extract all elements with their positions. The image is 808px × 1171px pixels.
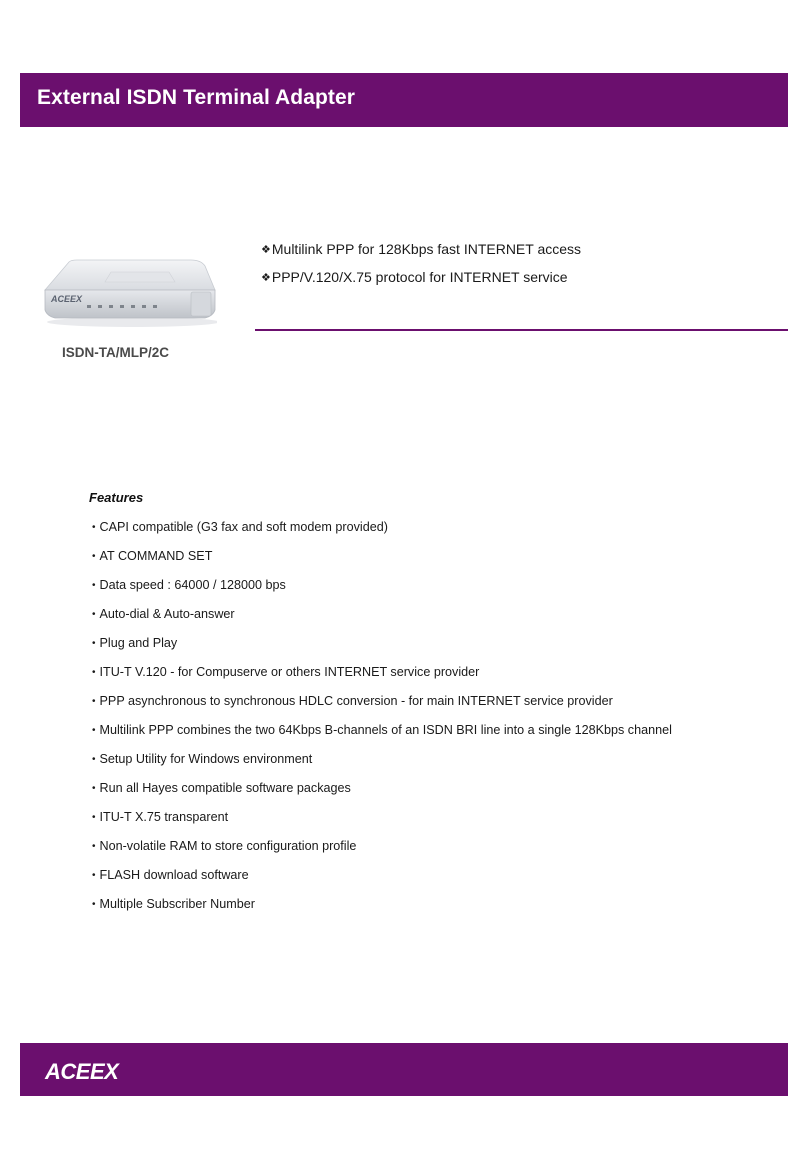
header-bar bbox=[20, 73, 788, 127]
feature-item: • FLASH download software bbox=[92, 868, 249, 882]
features-heading: Features bbox=[89, 490, 144, 505]
aceex-logo bbox=[44, 1058, 132, 1084]
feature-item: • ITU-T V.120 - for Compuserve or others INTERNET service provider bbox=[92, 665, 480, 679]
feature-item: • Multilink PPP combines the two 64Kbps B-channels of an ISDN BRI line into a single 128Kbps channel bbox=[92, 723, 672, 737]
highlight-item: ❖PPP/V.120/X.75 protocol for INTERNET service bbox=[261, 269, 568, 285]
feature-item: • Run all Hayes compatible software packages bbox=[92, 781, 351, 795]
product-image bbox=[41, 246, 217, 328]
logo-text: ACEEX bbox=[45, 1059, 119, 1084]
bullet-icon: • bbox=[92, 899, 96, 910]
bullet-icon: • bbox=[92, 841, 96, 852]
bullet-icon: • bbox=[92, 551, 96, 562]
bullet-icon: • bbox=[92, 812, 96, 823]
diamond-bullet-icon: ❖ bbox=[261, 244, 271, 256]
bullet-icon: • bbox=[92, 783, 96, 794]
bullet-icon: • bbox=[92, 609, 96, 620]
bullet-icon: • bbox=[92, 638, 96, 649]
feature-item: • Non-volatile RAM to store configuration profile bbox=[92, 839, 357, 853]
bullet-icon: • bbox=[92, 754, 96, 765]
highlights-list bbox=[261, 236, 581, 292]
bullet-icon: • bbox=[92, 725, 96, 736]
bullet-icon: • bbox=[92, 580, 96, 591]
features-list bbox=[92, 513, 672, 919]
feature-item: • Multiple Subscriber Number bbox=[92, 897, 255, 911]
page-title: External ISDN Terminal Adapter bbox=[37, 86, 356, 109]
diamond-bullet-icon: ❖ bbox=[261, 272, 271, 284]
bullet-icon: • bbox=[92, 696, 96, 707]
feature-item: • CAPI compatible (G3 fax and soft modem provided) bbox=[92, 520, 388, 534]
bullet-icon: • bbox=[92, 667, 96, 678]
model-label: ISDN-TA/MLP/2C bbox=[62, 345, 169, 360]
divider bbox=[255, 329, 788, 331]
feature-item: • Data speed : 64000 / 128000 bps bbox=[92, 578, 286, 592]
feature-item: • Plug and Play bbox=[92, 636, 178, 650]
bullet-icon: • bbox=[92, 870, 96, 881]
feature-item: • ITU-T X.75 transparent bbox=[92, 810, 229, 824]
isdn-terminal-adapter-photo bbox=[41, 246, 217, 328]
footer-bar bbox=[20, 1043, 788, 1096]
bullet-icon: • bbox=[92, 522, 96, 533]
device-brand-label: ACEEX bbox=[51, 294, 83, 304]
feature-item: • Setup Utility for Windows environment bbox=[92, 752, 313, 766]
feature-item: • Auto-dial & Auto-answer bbox=[92, 607, 235, 621]
feature-item: • PPP asynchronous to synchronous HDLC conversion - for main INTERNET service provider bbox=[92, 694, 613, 708]
feature-item: • AT COMMAND SET bbox=[92, 549, 213, 563]
highlight-item: ❖Multilink PPP for 128Kbps fast INTERNET access bbox=[261, 241, 582, 257]
